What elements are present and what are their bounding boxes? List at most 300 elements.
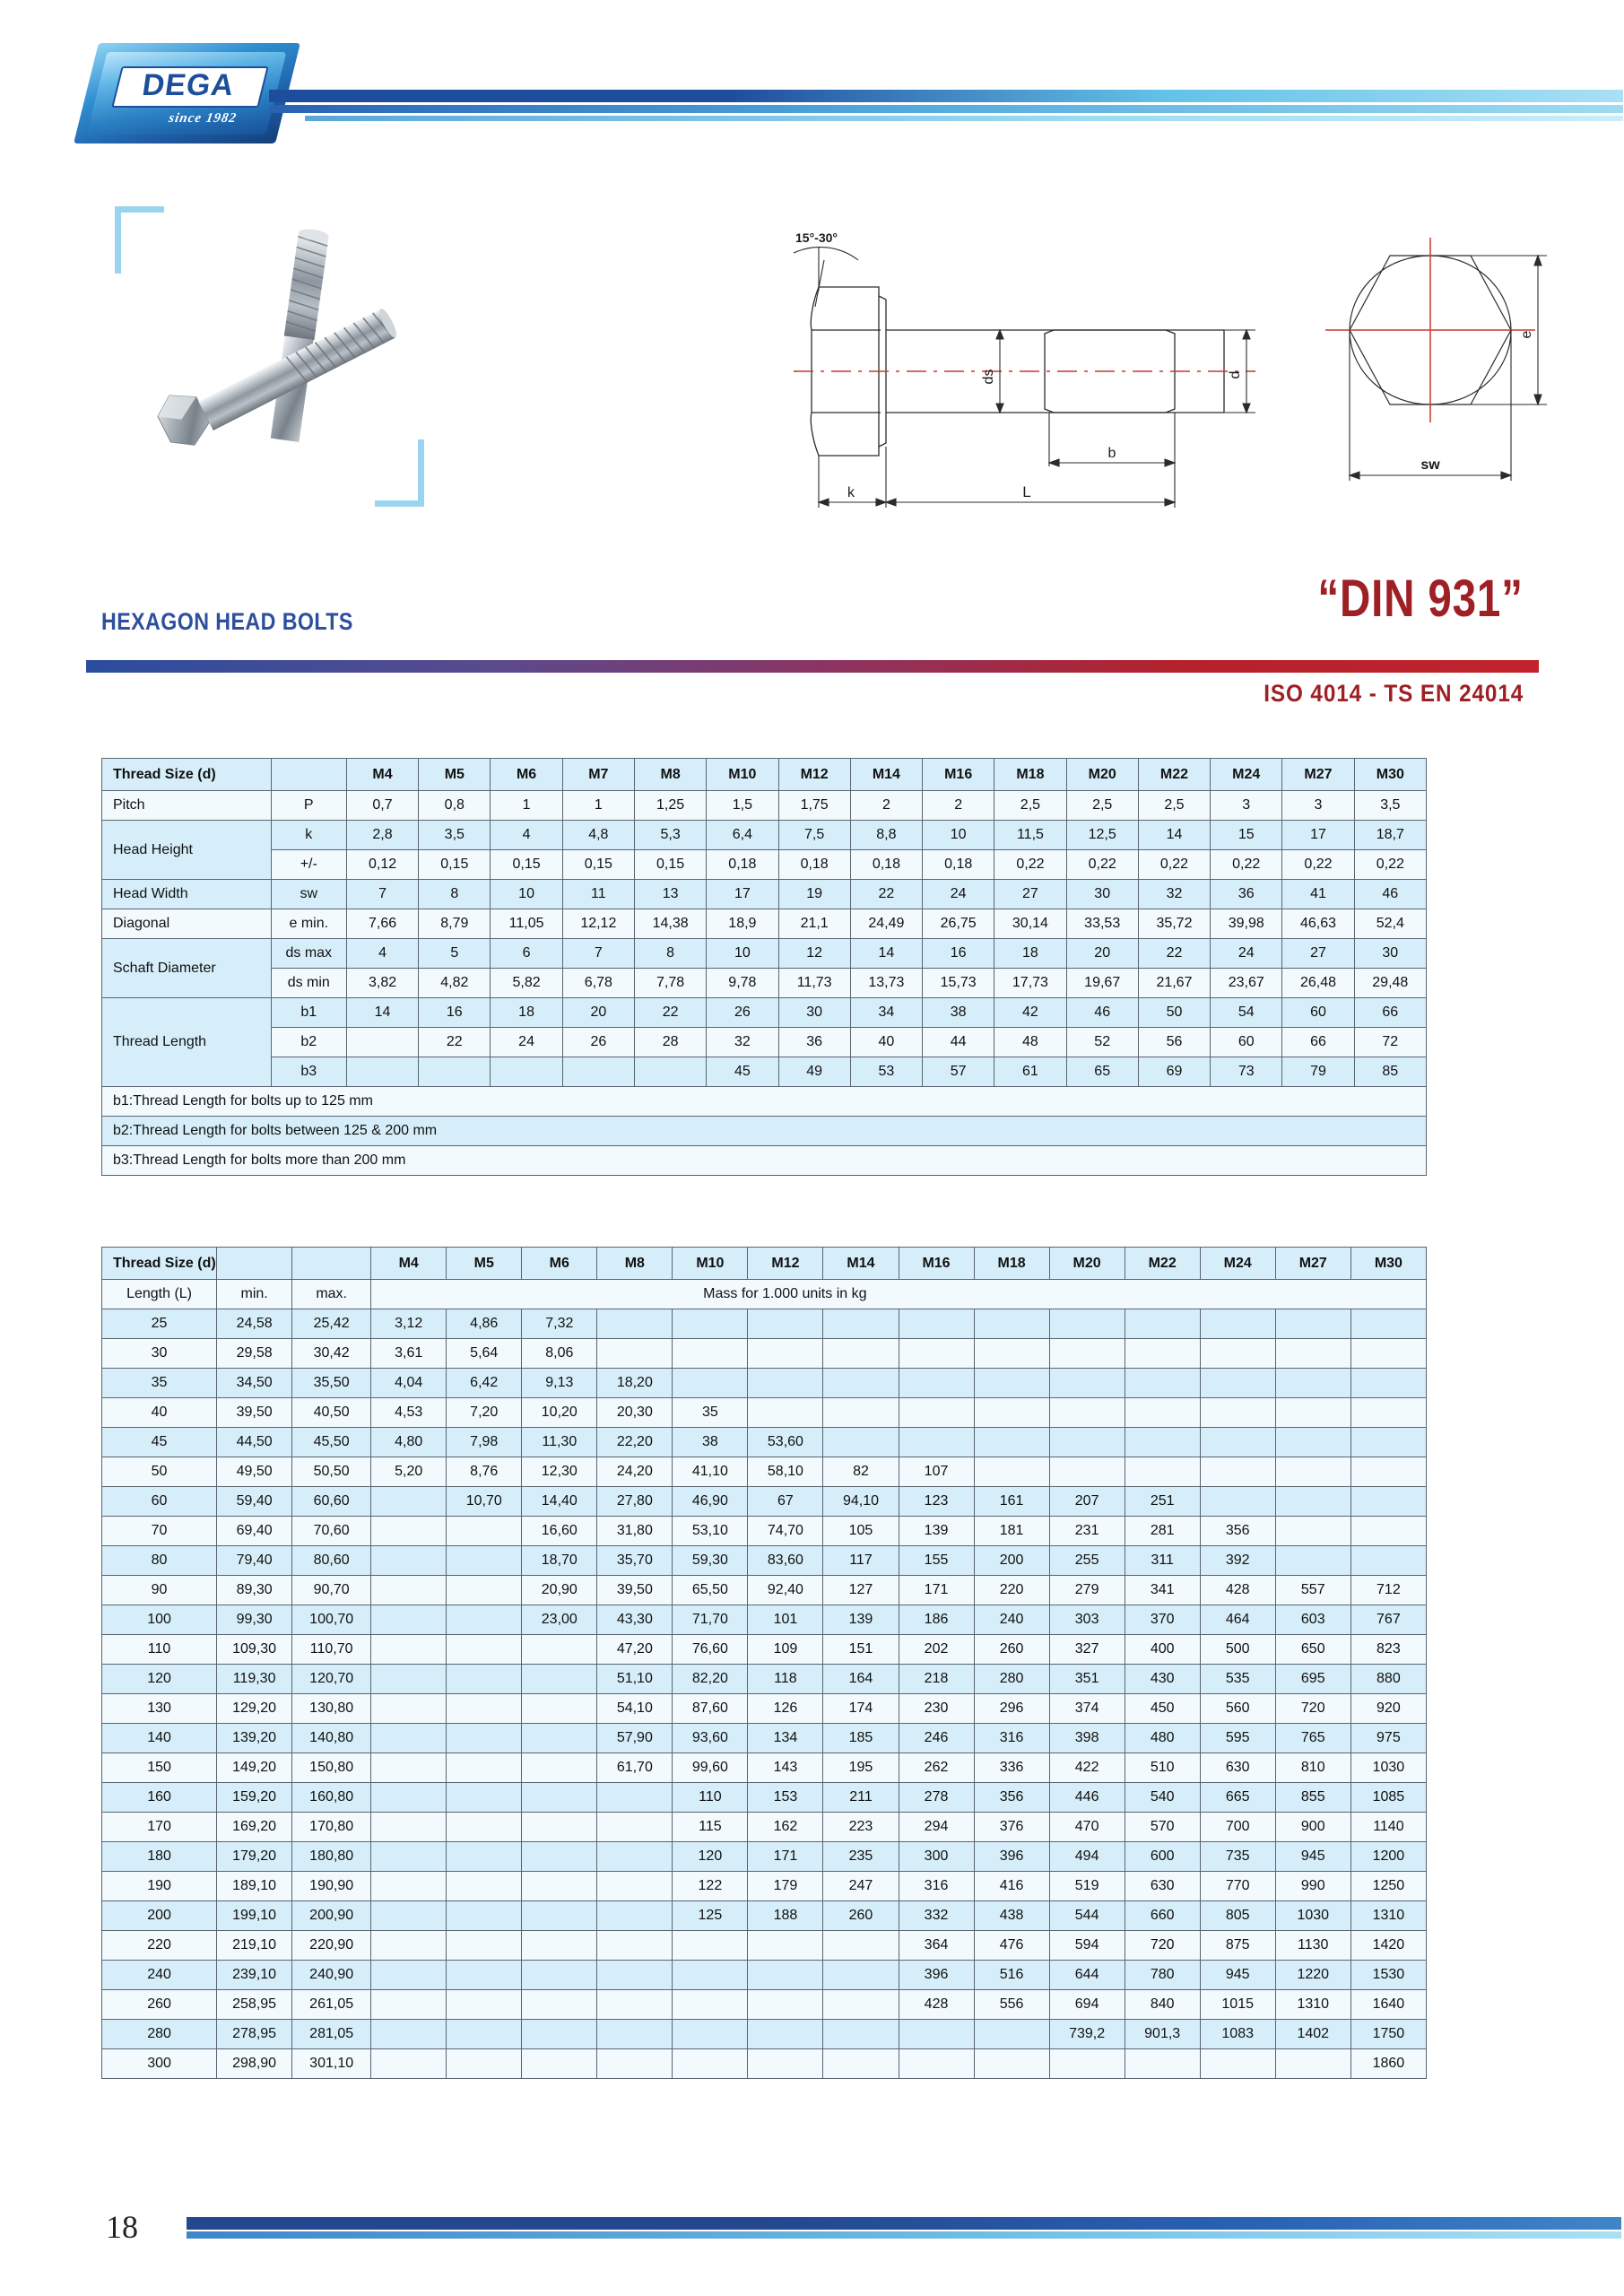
dimensions-size-header: M4	[346, 759, 418, 791]
mass-cell: 516	[974, 1961, 1049, 1990]
mass-header-blank-min	[217, 1248, 292, 1280]
standard-title: “DIN 931”	[1317, 570, 1524, 628]
mass-cell: 450	[1125, 1694, 1200, 1724]
mass-cell: 694	[1049, 1990, 1125, 2020]
mass-cell: 139	[899, 1517, 974, 1546]
dimensions-cell: 7,66	[346, 909, 418, 939]
dimensions-cell: 32	[707, 1028, 778, 1057]
header-rule-secondary	[269, 105, 1623, 113]
mass-size-header: M8	[597, 1248, 673, 1280]
mass-cell: 510	[1125, 1753, 1200, 1783]
bolt-side-view-drawing	[758, 197, 1287, 520]
mass-cell: 54,10	[597, 1694, 673, 1724]
dimensions-header-label: Thread Size (d)	[102, 759, 272, 791]
dimensions-cell: 0,8	[419, 791, 491, 821]
mass-cell: 35	[673, 1398, 748, 1428]
mass-cell: 35,70	[597, 1546, 673, 1576]
dimensions-cell: 3	[1282, 791, 1354, 821]
mass-cell: 18,70	[522, 1546, 597, 1576]
mass-cell: 780	[1125, 1961, 1200, 1990]
dimensions-row-symbol: ds max	[271, 939, 346, 969]
mass-cell: 739,2	[1049, 2020, 1125, 2049]
mass-length-value: 200	[102, 1901, 217, 1931]
dimensions-cell: 40	[850, 1028, 922, 1057]
mass-cell: 1750	[1350, 2020, 1426, 2049]
mass-cell: 231	[1049, 1517, 1125, 1546]
mass-cell: 3,61	[371, 1339, 447, 1369]
mass-cell	[522, 1872, 597, 1901]
drawing-label-angle: 15°-30°	[795, 230, 838, 245]
mass-max-value: 25,42	[292, 1309, 371, 1339]
page-number: 18	[106, 2209, 138, 2245]
mass-max-value: 200,90	[292, 1901, 371, 1931]
mass-cell: 975	[1350, 1724, 1426, 1753]
dimensions-cell: 22	[1138, 939, 1210, 969]
mass-cell: 115	[673, 1813, 748, 1842]
mass-cell: 127	[823, 1576, 899, 1605]
dimensions-cell: 0,22	[1138, 850, 1210, 880]
mass-max-value: 35,50	[292, 1369, 371, 1398]
mass-cell: 109	[748, 1635, 823, 1665]
mass-cell: 31,80	[597, 1517, 673, 1546]
mass-cell	[371, 2049, 447, 2079]
mass-cell: 82	[823, 1457, 899, 1487]
mass-cell: 1030	[1275, 1901, 1350, 1931]
dimensions-cell: 0,18	[778, 850, 850, 880]
dimensions-cell: 49	[778, 1057, 850, 1087]
dimensions-cell: 35,72	[1138, 909, 1210, 939]
mass-cell: 540	[1125, 1783, 1200, 1813]
dimensions-cell: 69	[1138, 1057, 1210, 1087]
mass-cell: 665	[1200, 1783, 1275, 1813]
mass-cell: 93,60	[673, 1724, 748, 1753]
mass-cell	[447, 1872, 522, 1901]
mass-cell	[974, 2049, 1049, 2079]
dimensions-cell: 24,49	[850, 909, 922, 939]
mass-cell	[522, 1901, 597, 1931]
mass-cell: 570	[1125, 1813, 1200, 1842]
mass-cell	[1200, 1369, 1275, 1398]
mass-cell	[522, 1842, 597, 1872]
mass-cell	[371, 1813, 447, 1842]
dimensions-cell: 14,38	[634, 909, 706, 939]
mass-cell: 181	[974, 1517, 1049, 1546]
dimensions-note: b2:Thread Length for bolts between 125 & 200 mm	[102, 1117, 1427, 1146]
mass-cell: 9,13	[522, 1369, 597, 1398]
mass-cell	[371, 1694, 447, 1724]
mass-cell: 1140	[1350, 1813, 1426, 1842]
mass-cell: 105	[823, 1517, 899, 1546]
mass-min-value: 129,20	[217, 1694, 292, 1724]
mass-cell: 11,30	[522, 1428, 597, 1457]
mass-cell: 855	[1275, 1783, 1350, 1813]
dimensions-cell: 0,15	[634, 850, 706, 880]
dimensions-cell: 11,05	[491, 909, 562, 939]
mass-max-value: 140,80	[292, 1724, 371, 1753]
table-row	[102, 1753, 1427, 1783]
dimensions-cell: 56	[1138, 1028, 1210, 1057]
mass-cell: 20,30	[597, 1398, 673, 1428]
mass-units-label: Mass for 1.000 units in kg	[371, 1280, 1427, 1309]
table-row	[102, 1339, 1427, 1369]
dimensions-row-symbol: e min.	[271, 909, 346, 939]
table-row	[102, 850, 1427, 880]
dimensions-cell	[419, 1057, 491, 1087]
dimensions-cell: 10	[707, 939, 778, 969]
dimensions-size-header: M8	[634, 759, 706, 791]
dimensions-cell: 30	[1354, 939, 1426, 969]
standard-subtitle: ISO 4014 - TS EN 24014	[1264, 680, 1524, 707]
mass-cell: 110	[673, 1783, 748, 1813]
hexagon-bolt-photo	[106, 206, 482, 538]
bolt-photo-block	[106, 206, 482, 538]
dimensions-cell: 57	[923, 1057, 994, 1087]
mass-cell: 22,20	[597, 1428, 673, 1457]
dimensions-cell: 28	[634, 1028, 706, 1057]
page-header	[0, 0, 1624, 157]
mass-cell: 76,60	[673, 1635, 748, 1665]
mass-cell: 4,86	[447, 1309, 522, 1339]
mass-cell: 171	[748, 1842, 823, 1872]
mass-max-value: 45,50	[292, 1428, 371, 1457]
dimensions-note-row	[102, 1146, 1427, 1176]
mass-cell: 500	[1200, 1635, 1275, 1665]
mass-max-value: 170,80	[292, 1813, 371, 1842]
table-row	[102, 1398, 1427, 1428]
dimensions-cell: 54	[1211, 998, 1282, 1028]
mass-cell: 281	[1125, 1517, 1200, 1546]
mass-length-value: 190	[102, 1872, 217, 1901]
mass-cell: 101	[748, 1605, 823, 1635]
mass-min-value: 189,10	[217, 1872, 292, 1901]
mass-min-value: 89,30	[217, 1576, 292, 1605]
mass-min-value: 139,20	[217, 1724, 292, 1753]
mass-cell	[597, 2020, 673, 2049]
mass-cell: 61,70	[597, 1753, 673, 1783]
mass-cell: 1220	[1275, 1961, 1350, 1990]
mass-cell: 7,98	[447, 1428, 522, 1457]
mass-cell	[1049, 1309, 1125, 1339]
dimensions-cell: 0,22	[1066, 850, 1138, 880]
mass-cell: 87,60	[673, 1694, 748, 1724]
mass-cell: 262	[899, 1753, 974, 1783]
mass-cell: 1310	[1350, 1901, 1426, 1931]
table-row	[102, 1517, 1427, 1546]
mass-cell: 134	[748, 1724, 823, 1753]
mass-cell	[522, 1753, 597, 1783]
dimensions-cell: 17	[707, 880, 778, 909]
mass-cell	[1049, 1398, 1125, 1428]
mass-cell: 494	[1049, 1842, 1125, 1872]
mass-cell	[1275, 1546, 1350, 1576]
mass-cell	[823, 1309, 899, 1339]
mass-cell: 1083	[1200, 2020, 1275, 2049]
table-row	[102, 1487, 1427, 1517]
mass-cell	[823, 1931, 899, 1961]
drawing-label-ds: ds	[981, 369, 996, 385]
mass-cell	[597, 2049, 673, 2079]
mass-cell	[597, 1961, 673, 1990]
dimensions-cell: 14	[1138, 821, 1210, 850]
mass-cell	[1125, 1309, 1200, 1339]
mass-cell	[447, 2049, 522, 2079]
mass-cell: 1530	[1350, 1961, 1426, 1990]
mass-cell	[748, 1339, 823, 1369]
dimensions-cell: 1	[491, 791, 562, 821]
mass-cell: 920	[1350, 1694, 1426, 1724]
mass-min-value: 219,10	[217, 1931, 292, 1961]
mass-min-value: 159,20	[217, 1783, 292, 1813]
mass-cell: 300	[899, 1842, 974, 1872]
mass-cell	[371, 1961, 447, 1990]
mass-cell	[447, 1605, 522, 1635]
mass-cell: 650	[1275, 1635, 1350, 1665]
table-row	[102, 1990, 1427, 2020]
dimensions-cell: 30	[778, 998, 850, 1028]
dimensions-cell: 24	[491, 1028, 562, 1057]
mass-max-value: 90,70	[292, 1576, 371, 1605]
mass-cell: 71,70	[673, 1605, 748, 1635]
mass-max-value: 80,60	[292, 1546, 371, 1576]
dimensions-cell: 10	[491, 880, 562, 909]
mass-cell	[597, 1901, 673, 1931]
mass-cell	[1125, 1457, 1200, 1487]
dimensions-cell: 9,78	[707, 969, 778, 998]
header-rule-primary	[269, 90, 1623, 102]
mass-length-value: 110	[102, 1635, 217, 1665]
mass-cell: 235	[823, 1842, 899, 1872]
mass-cell: 57,90	[597, 1724, 673, 1753]
mass-cell: 260	[823, 1901, 899, 1931]
mass-cell: 47,20	[597, 1635, 673, 1665]
dimensions-cell: 0,15	[419, 850, 491, 880]
mass-min-value: 49,50	[217, 1457, 292, 1487]
dimensions-cell: 6,4	[707, 821, 778, 850]
mass-min-value: 149,20	[217, 1753, 292, 1783]
dimensions-cell: 27	[994, 880, 1066, 909]
mass-length-value: 130	[102, 1694, 217, 1724]
mass-cell: 246	[899, 1724, 974, 1753]
mass-cell: 316	[974, 1724, 1049, 1753]
dimensions-cell: 39,98	[1211, 909, 1282, 939]
dimensions-cell: 61	[994, 1057, 1066, 1087]
mass-min-value: 44,50	[217, 1428, 292, 1457]
mass-cell	[597, 1339, 673, 1369]
dimensions-cell: 12,5	[1066, 821, 1138, 850]
table-row	[102, 791, 1427, 821]
dimensions-cell: 26,75	[923, 909, 994, 939]
mass-cell: 202	[899, 1635, 974, 1665]
mass-max-value: 50,50	[292, 1457, 371, 1487]
mass-cell: 1030	[1350, 1753, 1426, 1783]
mass-size-header: M30	[1350, 1248, 1426, 1280]
mass-cell	[823, 1369, 899, 1398]
dimensions-cell: 38	[923, 998, 994, 1028]
table-row	[102, 1369, 1427, 1398]
dimensions-cell: 48	[994, 1028, 1066, 1057]
mass-cell: 46,90	[673, 1487, 748, 1517]
table-row	[102, 1694, 1427, 1724]
dimensions-cell	[562, 1057, 634, 1087]
mass-cell	[1275, 1487, 1350, 1517]
figure-row	[0, 175, 1624, 552]
logo-wordmark: DEGA	[140, 67, 237, 102]
table-row	[102, 1546, 1427, 1576]
dimensions-cell: 26	[707, 998, 778, 1028]
mass-cell	[1049, 1339, 1125, 1369]
dimensions-table-body	[102, 759, 1427, 1176]
mass-cell: 14,40	[522, 1487, 597, 1517]
mass-cell	[597, 1842, 673, 1872]
mass-length-value: 240	[102, 1961, 217, 1990]
table-row	[102, 880, 1427, 909]
table-row	[102, 821, 1427, 850]
mass-cell	[1200, 1398, 1275, 1428]
dimensions-size-header: M24	[1211, 759, 1282, 791]
dimensions-size-header: M6	[491, 759, 562, 791]
mass-size-header: M27	[1275, 1248, 1350, 1280]
mass-cell: 51,10	[597, 1665, 673, 1694]
mass-size-header: M5	[447, 1248, 522, 1280]
header-rule-tertiary	[305, 116, 1623, 121]
mass-cell	[748, 1931, 823, 1961]
dimensions-cell: 4	[346, 939, 418, 969]
dimensions-size-header: M12	[778, 759, 850, 791]
mass-cell: 83,60	[748, 1546, 823, 1576]
mass-size-header: M6	[522, 1248, 597, 1280]
mass-cell: 1085	[1350, 1783, 1426, 1813]
mass-cell	[748, 2020, 823, 2049]
mass-cell: 823	[1350, 1635, 1426, 1665]
mass-cell: 810	[1275, 1753, 1350, 1783]
dimensions-row-symbol: b1	[271, 998, 346, 1028]
mass-cell: 332	[899, 1901, 974, 1931]
dimensions-cell: 72	[1354, 1028, 1426, 1057]
mass-cell: 519	[1049, 1872, 1125, 1901]
dimensions-cell	[346, 1057, 418, 1087]
mass-cell: 351	[1049, 1665, 1125, 1694]
dimensions-cell: 16	[419, 998, 491, 1028]
dega-logo	[86, 43, 288, 144]
mass-cell	[522, 1931, 597, 1961]
dimensions-row-symbol: sw	[271, 880, 346, 909]
mass-length-value: 40	[102, 1398, 217, 1428]
dimensions-cell: 4,82	[419, 969, 491, 998]
mass-cell: 220	[974, 1576, 1049, 1605]
table-row	[102, 939, 1427, 969]
mass-cell: 53,60	[748, 1428, 823, 1457]
mass-cell	[748, 1309, 823, 1339]
mass-cell: 39,50	[597, 1576, 673, 1605]
mass-cell	[748, 2049, 823, 2079]
dimensions-cell: 14	[850, 939, 922, 969]
mass-cell: 3,12	[371, 1309, 447, 1339]
logo-tagline: since 1982	[167, 111, 239, 126]
mass-header-label: Thread Size (d)	[102, 1248, 217, 1280]
mass-cell: 4,80	[371, 1428, 447, 1457]
table-row	[102, 1872, 1427, 1901]
mass-cell: 695	[1275, 1665, 1350, 1694]
mass-cell: 544	[1049, 1901, 1125, 1931]
mass-cell: 644	[1049, 1961, 1125, 1990]
dimensions-cell: 50	[1138, 998, 1210, 1028]
mass-cell: 875	[1200, 1931, 1275, 1961]
dimensions-cell: 2	[850, 791, 922, 821]
table-row	[102, 1931, 1427, 1961]
title-block	[0, 570, 1624, 722]
mass-cell	[1049, 2049, 1125, 2079]
mass-cell	[1200, 1309, 1275, 1339]
dimensions-cell: 36	[1211, 880, 1282, 909]
mass-cell: 630	[1125, 1872, 1200, 1901]
mass-cell	[371, 1635, 447, 1665]
mass-cell: 470	[1049, 1813, 1125, 1842]
page-title: HEXAGON HEAD BOLTS	[101, 608, 353, 635]
dimensions-row-label: Diagonal	[102, 909, 272, 939]
dimensions-cell: 8,8	[850, 821, 922, 850]
mass-cell: 117	[823, 1546, 899, 1576]
mass-cell: 211	[823, 1783, 899, 1813]
mass-cell	[1350, 1517, 1426, 1546]
mass-cell: 16,60	[522, 1517, 597, 1546]
mass-cell: 92,40	[748, 1576, 823, 1605]
mass-cell: 4,04	[371, 1369, 447, 1398]
mass-cell	[597, 1990, 673, 2020]
dimensions-cell: 27	[1282, 939, 1354, 969]
dimensions-cell: 0,18	[850, 850, 922, 880]
dimensions-cell: 1,25	[634, 791, 706, 821]
mass-cell: 370	[1125, 1605, 1200, 1635]
dimensions-cell: 7	[346, 880, 418, 909]
dimensions-cell: 20	[562, 998, 634, 1028]
dimensions-note: b3:Thread Length for bolts more than 200 mm	[102, 1146, 1427, 1176]
mass-cell	[823, 1428, 899, 1457]
mass-cell	[522, 1961, 597, 1990]
dimensions-cell: 3	[1211, 791, 1282, 821]
table-row	[102, 1428, 1427, 1457]
mass-cell	[1275, 1309, 1350, 1339]
mass-length-value: 300	[102, 2049, 217, 2079]
mass-cell: 560	[1200, 1694, 1275, 1724]
mass-cell	[371, 1753, 447, 1783]
mass-cell	[673, 2049, 748, 2079]
mass-cell	[1350, 1398, 1426, 1428]
mass-cell: 630	[1200, 1753, 1275, 1783]
dimensions-row-label: Head Height	[102, 821, 272, 880]
table-row	[102, 998, 1427, 1028]
mass-max-value: 110,70	[292, 1635, 371, 1665]
dimensions-cell: 79	[1282, 1057, 1354, 1087]
dimensions-cell: 1,75	[778, 791, 850, 821]
dimensions-row-label: Thread Length	[102, 998, 272, 1087]
mass-cell: 1015	[1200, 1990, 1275, 2020]
mass-cell: 1250	[1350, 1872, 1426, 1901]
mass-cell: 356	[1200, 1517, 1275, 1546]
mass-cell: 557	[1275, 1576, 1350, 1605]
mass-cell	[1275, 1398, 1350, 1428]
dimensions-cell: 14	[346, 998, 418, 1028]
mass-length-label: Length (L)	[102, 1280, 217, 1309]
dimensions-size-header: M18	[994, 759, 1066, 791]
mass-cell	[823, 1961, 899, 1990]
mass-length-value: 90	[102, 1576, 217, 1605]
drawing-label-b: b	[1107, 446, 1116, 461]
mass-cell: 1420	[1350, 1931, 1426, 1961]
dimensions-cell: 0,22	[994, 850, 1066, 880]
mass-max-value: 120,70	[292, 1665, 371, 1694]
mass-cell: 218	[899, 1665, 974, 1694]
mass-cell: 767	[1350, 1605, 1426, 1635]
